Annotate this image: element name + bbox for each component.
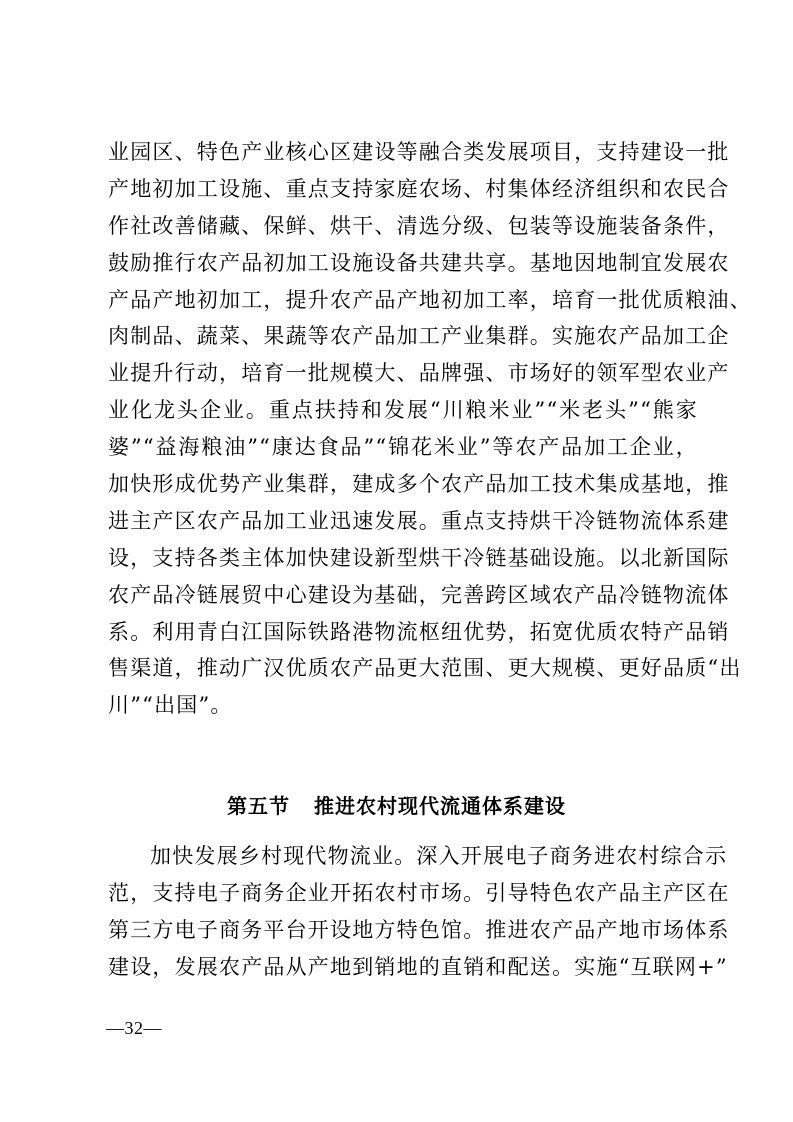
- paragraph-1: [108, 134, 752, 724]
- text-line: 川”“出国”。: [108, 693, 233, 718]
- text-line: 婆”“益海粮油”“康达食品”“锦花米业”等农产品加工企业，: [108, 435, 698, 460]
- text-line: 业提升行动，培育一批规模大、品牌强、市场好的领军型农业产: [108, 361, 730, 386]
- text-line: 售渠道，推动广汉优质农产品更大范围、更大规模、更好品质“出: [108, 656, 742, 681]
- section-number: 第五节: [227, 794, 290, 818]
- text-line: 系。利用青白江国际铁路港物流枢纽优势，拓宽优质农特产品销: [108, 619, 730, 644]
- text-line: 业园区、特色产业核心区建设等融合类发展项目，支持建设一批: [108, 140, 730, 164]
- text-line: 建设，发展农产品从产地到销地的直销和配送。实施“互联网+”: [108, 954, 728, 979]
- section-heading: [0, 790, 793, 819]
- section-title: 推进农村现代流通体系建设: [314, 794, 566, 818]
- text-line: 产品产地初加工，提升农产品产地初加工率，培育一批优质粮油、: [108, 287, 752, 312]
- text-line: 加快发展乡村现代物流业。深入开展电子商务进农村综合示: [150, 844, 728, 868]
- text-line: 作社改善储藏、保鲜、烘干、清选分级、包装等设施装备条件，: [108, 213, 730, 238]
- text-line: 肉制品、蔬菜、果蔬等农产品加工产业集群。实施农产品加工企: [108, 324, 730, 349]
- paragraph-2: [108, 838, 730, 986]
- text-line: 范，支持电子商务企业开拓农村市场。引导特色农产品主产区在: [108, 880, 730, 905]
- page-number: —32—: [106, 1018, 162, 1038]
- text-line: 进主产区农产品加工业迅速发展。重点支持烘干冷链物流体系建: [108, 508, 730, 533]
- text-line: 产地初加工设施、重点支持家庭农场、村集体经济组织和农民合: [108, 176, 730, 201]
- text-line: 业化龙头企业。重点扶持和发展“川粮米业”“米老头”“熊家: [108, 398, 698, 423]
- text-line: 加快形成优势产业集群，建成多个农产品加工技术集成基地，推: [108, 472, 730, 497]
- text-line: 鼓励推行农产品初加工设施设备共建共享。基地因地制宜发展农: [108, 250, 730, 275]
- text-line: 农产品冷链展贸中心建设为基础，完善跨区域农产品冷链物流体: [108, 582, 730, 607]
- text-line: 设，支持各类主体加快建设新型烘干冷链基础设施。以北新国际: [108, 545, 730, 570]
- text-line: 第三方电子商务平台开设地方特色馆。推进农产品产地市场体系: [108, 917, 730, 942]
